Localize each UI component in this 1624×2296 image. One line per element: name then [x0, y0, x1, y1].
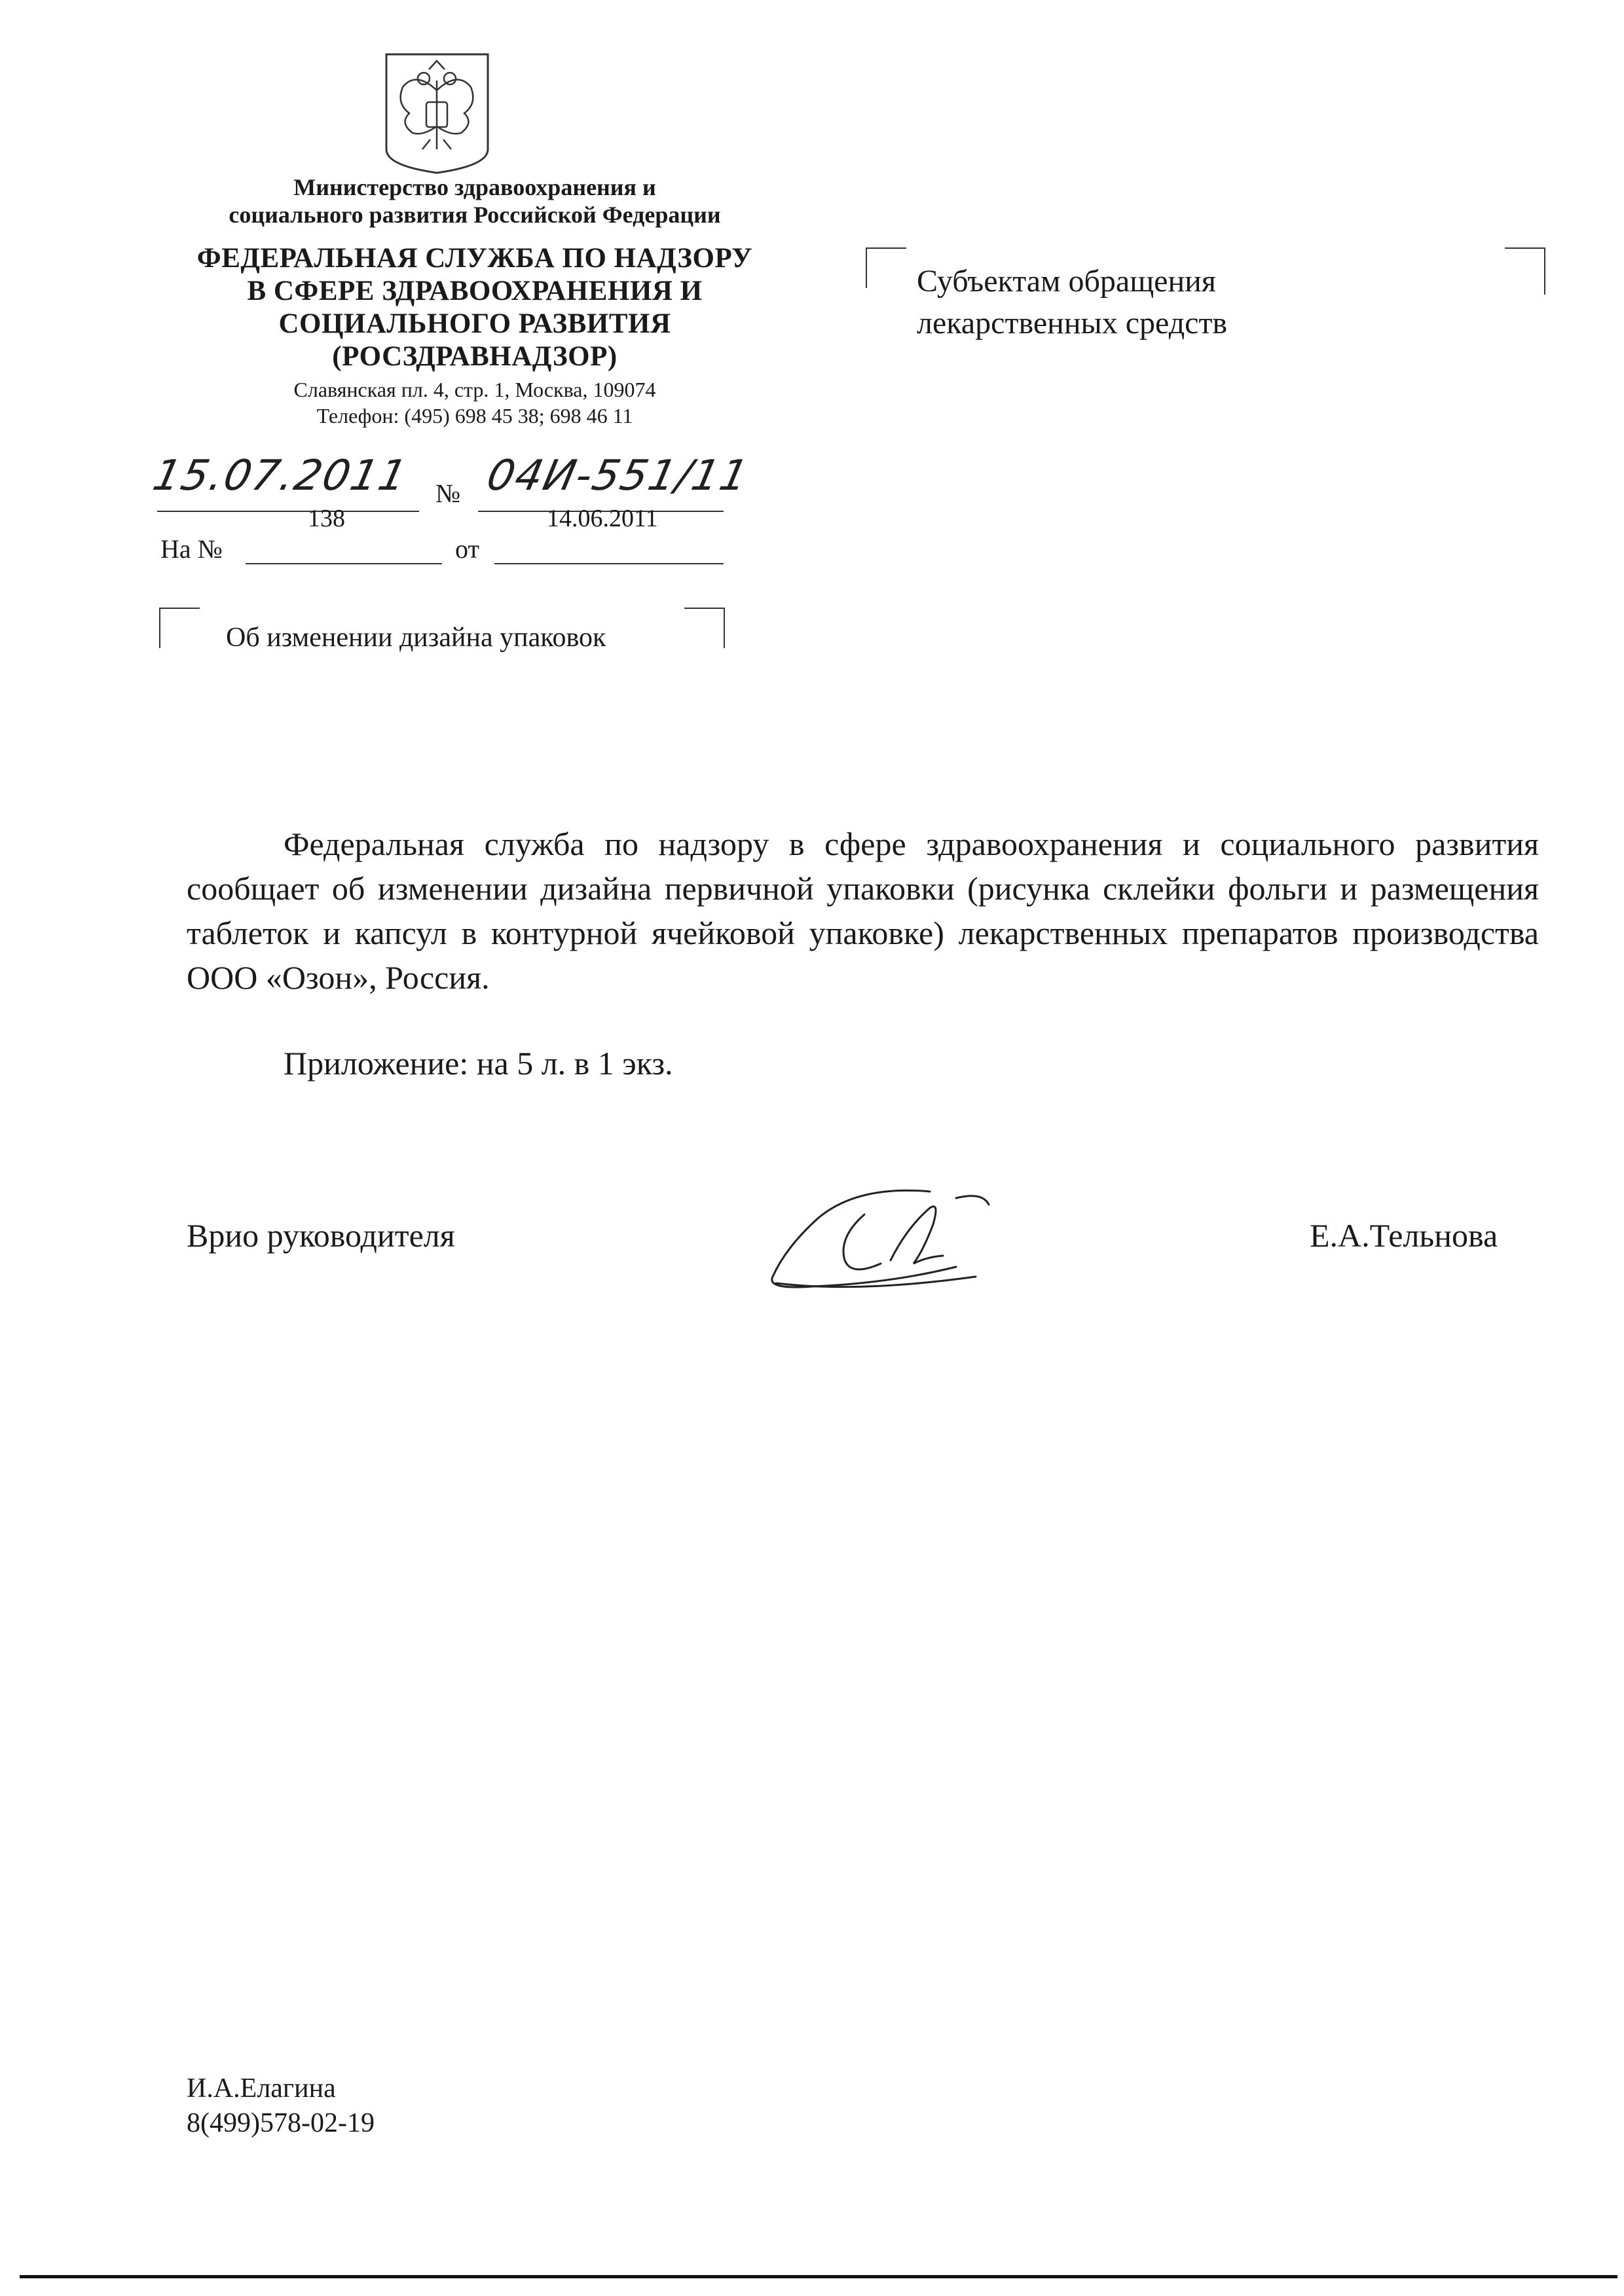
handwritten-number: 04И-551/11 — [483, 452, 754, 500]
from-label: от — [455, 534, 479, 564]
coat-of-arms-icon — [383, 51, 491, 175]
addressee-line1: Субъектам обращения — [917, 264, 1216, 299]
agency-phone: Телефон: (495) 698 45 38; 698 46 11 — [316, 404, 633, 428]
printed-date-code: 138 — [308, 505, 345, 532]
handwritten-signature-icon — [760, 1178, 1008, 1296]
ministry-name-line1: Министерство здравоохранения и — [293, 174, 656, 200]
addressee-line2: лекарственных средств — [917, 306, 1228, 340]
agency-name-line1: ФЕДЕРАЛЬНАЯ СЛУЖБА ПО НАДЗОРУ — [196, 243, 753, 274]
addressee-bracket-left — [866, 247, 906, 288]
executor-name: И.А.Елагина — [187, 2073, 336, 2104]
signatory-name: Е.А.Тельнова — [1310, 1217, 1498, 1254]
body-paragraph: Федеральная служба по надзору в сфере здравоохранения и социального развития сообщает об изменении дизайна первичной упаковки (рисунка склейки фольги и размещения таблеток и капсул в контурной ячейковой упаковке) лекарственных препаратов производства ООО «Озон», Россия. — [187, 826, 1539, 996]
agency-address: Славянская пл. 4, стр. 1, Москва, 109074 — [293, 378, 656, 401]
letter-subject: Об изменении дизайна упаковок — [226, 623, 606, 653]
reply-to-underline — [246, 563, 442, 564]
signatory-title: Врио руководителя — [187, 1217, 455, 1254]
page-bottom-rule — [20, 2275, 1617, 2278]
subject-bracket-left — [159, 608, 200, 648]
attachment-note: Приложение: на 5 л. в 1 экз. — [284, 1045, 673, 1082]
number-sign: № — [435, 479, 461, 508]
from-underline — [494, 563, 724, 564]
date-underline — [157, 511, 419, 512]
addressee-bracket-right — [1505, 247, 1545, 295]
agency-name-line4: (РОСЗДРАВНАДЗОР) — [332, 341, 618, 372]
agency-name-line2: В СФЕРЕ ЗДРАВООХРАНЕНИЯ И — [247, 276, 703, 306]
executor-phone: 8(499)578-02-19 — [187, 2108, 375, 2138]
subject-bracket-right — [684, 608, 725, 648]
ministry-name-line2: социального развития Российской Федерации — [229, 202, 721, 228]
agency-name-line3: СОЦИАЛЬНОГО РАЗВИТИЯ — [278, 308, 671, 339]
reply-to-label: На № — [160, 534, 223, 564]
printed-number-date: 14.06.2011 — [547, 505, 658, 532]
handwritten-date: 15.07.2011 — [149, 452, 413, 500]
